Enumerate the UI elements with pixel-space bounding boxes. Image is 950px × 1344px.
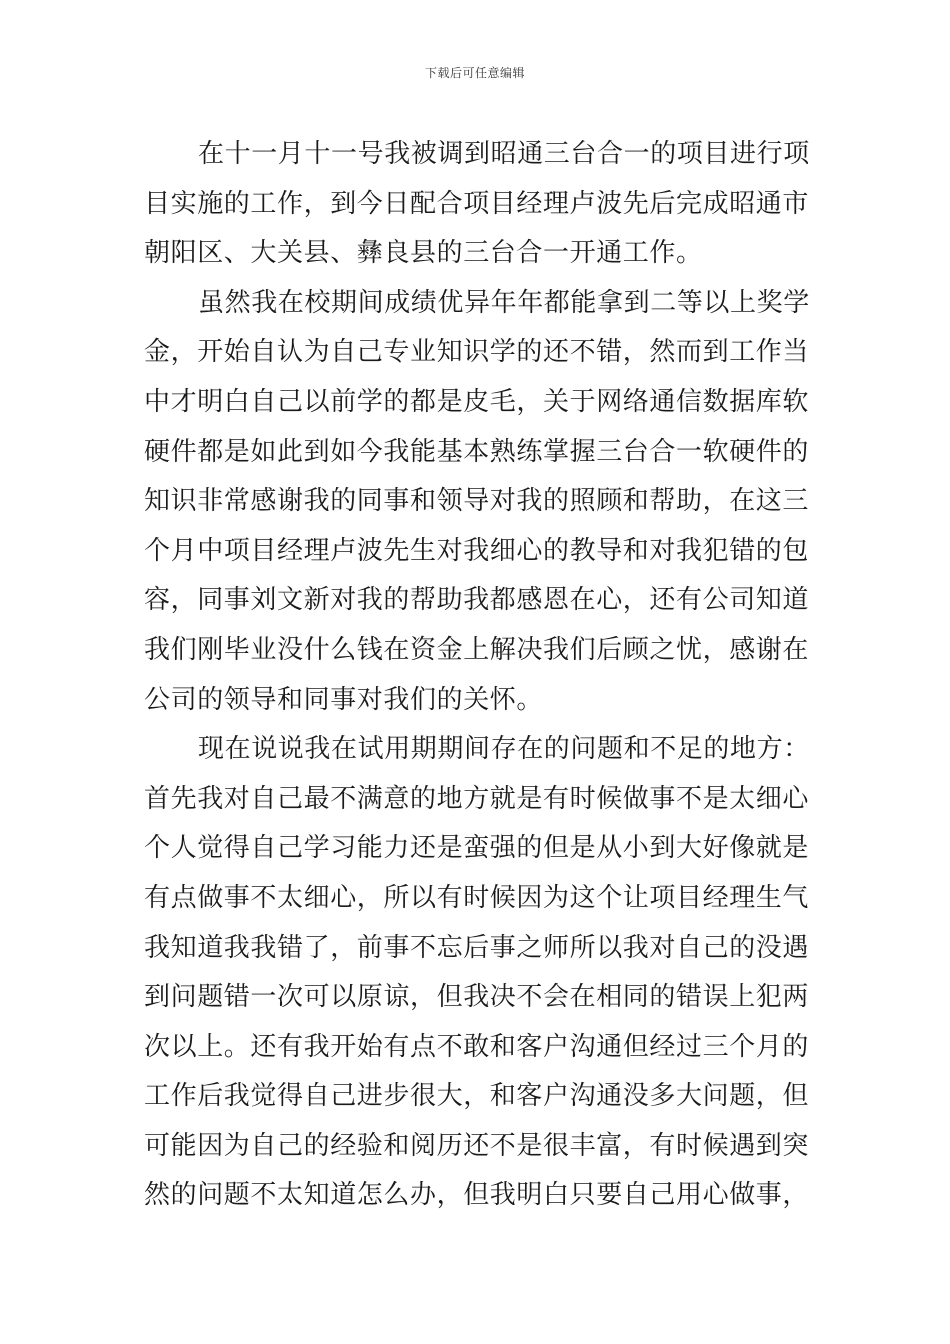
paragraph-3-line-3: 个人觉得自己学习能力还是蛮强的但是从小到大好像就是 xyxy=(144,833,810,864)
document-body xyxy=(144,130,814,1221)
paragraph-3-line-8: 工作后我觉得自己进步很大，和客户沟通没多大问题，但 xyxy=(144,1081,810,1112)
paragraph-2-line-8: 我们刚毕业没什么钱在资金上解决我们后顾之忧，感谢在 xyxy=(144,634,810,665)
paragraph-2-line-9: 公司的领导和同事对我们的关怀。 xyxy=(144,684,544,715)
paragraph-2-line-7: 容，同事刘文新对我的帮助我都感恩在心，还有公司知道 xyxy=(144,585,810,616)
paragraph-3-line-2: 首先我对自己最不满意的地方就是有时候做事不是太细心 xyxy=(144,783,810,814)
paragraph-3-line-6: 到问题错一次可以原谅，但我决不会在相同的错误上犯两 xyxy=(144,982,810,1013)
paragraph-3-line-5: 我知道我我错了，前事不忘后事之师所以我对自己的没遇 xyxy=(144,932,810,963)
paragraph-1-line-3: 朝阳区、大关县、彝良县的三台合一开通工作。 xyxy=(144,238,703,269)
paragraph-2-line-1: 虽然我在校期间成绩优异年年都能拿到二等以上奖学 xyxy=(198,287,810,318)
paragraph-2-line-5: 知识非常感谢我的同事和领导对我的照顾和帮助，在这三 xyxy=(144,486,810,517)
paragraph-3-line-7: 次以上。还有我开始有点不敢和客户沟通但经过三个月的 xyxy=(144,1031,810,1062)
page-header: 下载后可任意编辑 xyxy=(424,66,525,80)
paragraph-2-line-3: 中才明白自己以前学的都是皮毛，关于网络通信数据库软 xyxy=(144,386,810,417)
paragraph-3-line-1: 现在说说我在试用期期间存在的问题和不足的地方： xyxy=(198,734,810,765)
paragraph-3-line-4: 有点做事不太细心，所以有时候因为这个让项目经理生气 xyxy=(144,882,810,913)
paragraph-3-line-9: 可能因为自己的经验和阅历还不是很丰富，有时候遇到突 xyxy=(144,1130,810,1161)
paragraph-3-line-10: 然的问题不太知道怎么办，但我明白只要自己用心做事， xyxy=(144,1180,810,1211)
paragraph-1-line-1: 在十一月十一号我被调到昭通三台合一的项目进行项 xyxy=(198,139,810,169)
paragraph-2-line-4: 硬件都是如此到如今我能基本熟练掌握三台合一软硬件的 xyxy=(144,436,810,467)
paragraph-2-line-2: 金，开始自认为自己专业知识学的还不错，然而到工作当 xyxy=(144,337,810,368)
paragraph-2-line-6: 个月中项目经理卢波先生对我细心的教导和对我犯错的包 xyxy=(144,535,810,566)
paragraph-1-line-2: 目实施的工作，到今日配合项目经理卢波先后完成昭通市 xyxy=(144,188,810,219)
